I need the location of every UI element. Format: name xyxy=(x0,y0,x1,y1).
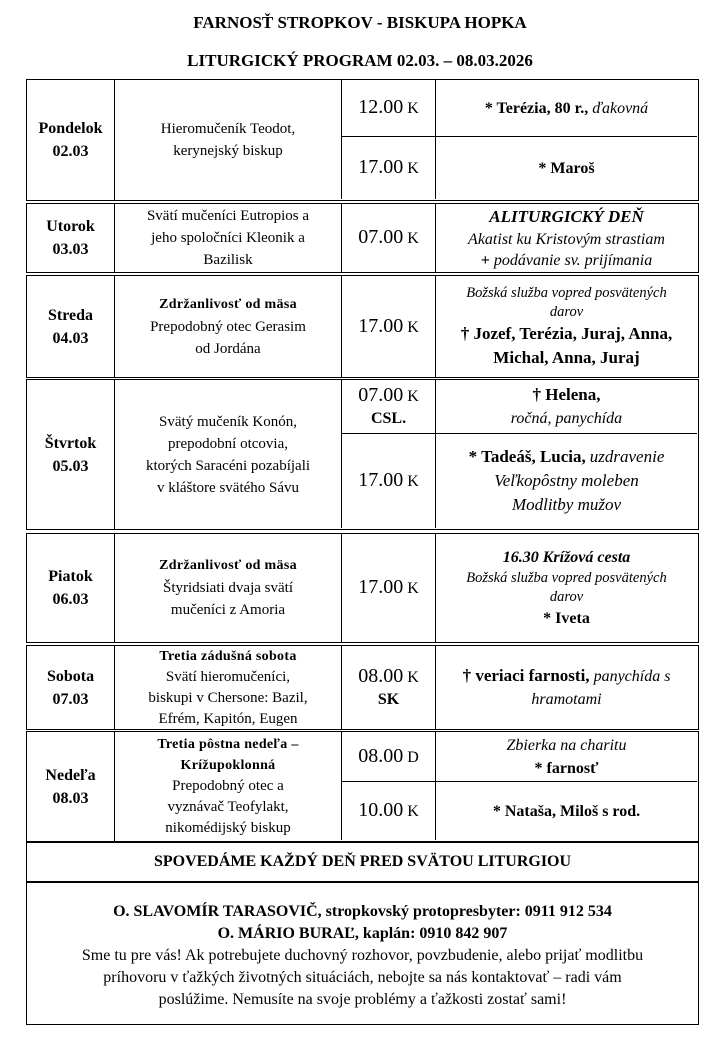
service-time xyxy=(341,204,435,272)
saint-cell xyxy=(114,534,341,642)
service-time xyxy=(341,276,435,377)
time-value: 17.00 xyxy=(358,156,404,178)
day-date: 05.03 xyxy=(52,457,89,475)
saint-cell xyxy=(114,276,341,377)
service-time xyxy=(341,80,435,136)
day-date: 04.03 xyxy=(52,329,89,347)
service-time xyxy=(341,782,435,840)
day-row-thursday xyxy=(26,379,699,530)
saint-line: Svätí hieromučeníci, xyxy=(165,668,291,685)
intention-note: darov xyxy=(549,303,584,320)
rite-code: K xyxy=(407,160,419,177)
rite-code: K xyxy=(407,387,419,405)
saint-line: mučeníci z Amoria xyxy=(170,602,286,618)
service-intention xyxy=(435,782,697,840)
fast-note: Tretia zádušná sobota xyxy=(159,648,297,664)
rite-code: K xyxy=(407,230,419,247)
rite-language: CSL. xyxy=(370,409,407,427)
saint-line: Hieromučeník Teodot, xyxy=(160,121,296,137)
intention-note: ďakovná xyxy=(592,99,649,117)
intention-note: hramotami xyxy=(531,691,602,708)
intention-note: Božská služba vopred posvätených xyxy=(466,570,667,586)
rite-code: D xyxy=(407,748,419,766)
time-value: 08.00 xyxy=(358,664,404,687)
day-label xyxy=(27,204,114,272)
intention-name: Michal, Anna, Juraj xyxy=(493,347,640,367)
service-time xyxy=(341,534,435,642)
saint-line: Štyridsiati dvaja svätí xyxy=(163,580,293,596)
intention-note: panychída s xyxy=(593,668,671,685)
service-time xyxy=(341,732,435,781)
time-value: 07.00 xyxy=(358,226,404,248)
confession-banner: SPOVEDÁME KAŽDÝ DEŇ PRED SVÄTOU LITURGIOU xyxy=(26,842,699,882)
saint-line: prepodobní otcovia, xyxy=(168,435,288,452)
rite-code: K xyxy=(407,803,419,820)
day-name: Nedeľa xyxy=(45,766,96,784)
service-time xyxy=(341,137,435,199)
intention-name: † Jozef, Terézia, Juraj, Anna, xyxy=(460,323,673,343)
day-row-wednesday xyxy=(26,275,699,378)
service-intention xyxy=(435,204,697,272)
intention-line: podávanie sv. prijímania xyxy=(493,252,653,269)
service-intention xyxy=(435,137,697,199)
intention-name: * Terézia, 80 r., xyxy=(484,99,589,117)
intention-note: darov xyxy=(549,589,584,605)
day-label xyxy=(27,276,114,377)
intention-note: Zbierka na charitu xyxy=(506,736,627,754)
fast-note: Krížupoklonná xyxy=(180,758,276,773)
saint-cell xyxy=(114,80,341,200)
intention-note: uzdravenie xyxy=(589,447,665,466)
intention-title: 16.30 Krížová cesta xyxy=(502,549,631,566)
service-intention xyxy=(435,732,697,781)
saint-line: Svätý mučeník Konón, xyxy=(159,413,297,430)
saint-line: v kláštore svätého Sávu xyxy=(156,479,300,496)
day-label xyxy=(27,732,114,841)
saint-cell xyxy=(114,204,341,272)
intention-line: Veľkopôstny moleben xyxy=(494,471,639,490)
service-intention xyxy=(435,646,697,729)
time-value: 17.00 xyxy=(358,314,404,337)
saint-line: Svätí mučeníci Eutropios a xyxy=(146,208,310,224)
service-intention xyxy=(435,276,697,377)
intention-name: * Tadeáš, Lucia, xyxy=(468,447,586,466)
rite-code: K xyxy=(407,668,419,686)
saint-line: kerynejský biskup xyxy=(173,143,283,159)
day-name: Sobota xyxy=(46,667,95,685)
priest-contact: O. SLAVOMÍR TARASOVIČ, stropkovský protopresbyter: 0911 912 534 xyxy=(113,903,612,920)
time-value: 10.00 xyxy=(358,799,404,821)
day-name: Streda xyxy=(47,306,94,324)
saint-cell xyxy=(114,380,341,529)
day-row-sunday xyxy=(26,731,699,842)
intention-name: † veriaci farnosti, xyxy=(462,666,590,685)
saint-line: od Jordána xyxy=(195,340,261,357)
service-intention xyxy=(435,80,697,136)
intention-line: Akatist ku Kristovým strastiam xyxy=(468,231,665,248)
day-date: 08.03 xyxy=(52,789,89,807)
intention-name: * Maroš xyxy=(538,159,595,177)
service-time xyxy=(341,646,435,729)
service-intention xyxy=(435,434,697,528)
day-label xyxy=(27,534,114,642)
rite-code: K xyxy=(407,318,419,336)
intention-note: Božská služba vopred posvätených xyxy=(466,284,667,301)
day-label xyxy=(27,80,114,200)
time-value: 12.00 xyxy=(358,96,404,118)
rite-code: K xyxy=(407,473,419,490)
day-row-friday xyxy=(26,533,699,643)
day-row-saturday xyxy=(26,645,699,730)
footer-text: Sme tu pre vás! Ak potrebujete duchovný rozhovor, povzbudenie, alebo prijať modlitbu xyxy=(81,947,644,964)
time-value: 07.00 xyxy=(358,383,404,406)
saint-line: jeho spoločníci Kleonik a xyxy=(151,230,305,246)
intention-title: ALITURGICKÝ DEŇ xyxy=(489,207,644,226)
saint-line: Prepodobný otec a xyxy=(172,778,284,794)
priest-contact: O. MÁRIO BURAĽ, kaplán: 0910 842 907 xyxy=(217,925,508,942)
day-label xyxy=(27,646,114,729)
saint-line: ktorých Saracéni pozabíjali xyxy=(145,457,311,474)
rite-code: K xyxy=(407,100,419,117)
intention-name: * Nataša, Miloš s rod. xyxy=(492,802,641,820)
parish-title: FARNOSŤ STROPKOV - BISKUPA HOPKA xyxy=(193,13,527,32)
service-intention xyxy=(435,534,697,642)
day-label xyxy=(27,380,114,529)
footer-text: poslúžime. Nemusíte na svoje problémy a ťažkosti zostať sami! xyxy=(158,991,567,1008)
day-name: Utorok xyxy=(46,218,95,235)
saint-line: Bazilisk xyxy=(203,252,253,268)
rite-code: K xyxy=(407,580,419,597)
day-name: Piatok xyxy=(48,568,93,585)
saint-line: Prepodobný otec Gerasim xyxy=(150,318,306,335)
time-value: 17.00 xyxy=(358,576,404,598)
saint-line: biskupi v Chersone: Bazil, xyxy=(148,689,308,706)
plus-sign: + xyxy=(480,252,490,269)
saint-line: Efrém, Kapitón, Eugen xyxy=(158,710,298,727)
day-date: 03.03 xyxy=(52,241,89,258)
day-date: 07.03 xyxy=(52,690,89,708)
day-row-monday xyxy=(26,79,699,201)
service-time xyxy=(341,434,435,528)
footer-text: príhovoru v ťažkých životných situáciách, nebojte sa nás kontaktovať – radi vám xyxy=(103,969,622,986)
day-row-tuesday xyxy=(26,203,699,273)
rite-language: SK xyxy=(377,690,400,708)
intention-name: * Iveta xyxy=(543,610,590,627)
service-intention xyxy=(435,380,697,433)
fast-note: Zdržanlivosť od mäsa xyxy=(159,558,297,573)
program-title: LITURGICKÝ PROGRAM 02.03. – 08.03.2026 xyxy=(187,51,533,70)
contact-footer xyxy=(26,882,699,1025)
day-date: 02.03 xyxy=(52,143,89,160)
saint-cell xyxy=(114,646,341,729)
intention-line: Modlitby mužov xyxy=(511,495,622,514)
fast-note: Zdržanlivosť od mäsa xyxy=(159,296,297,312)
day-date: 06.03 xyxy=(52,591,89,608)
saint-line: nikomédijský biskup xyxy=(165,820,291,836)
day-name: Pondelok xyxy=(38,120,103,137)
service-time xyxy=(341,380,435,433)
fast-note: Tretia pôstna nedeľa – xyxy=(157,737,299,752)
intention-note: ročná, panychída xyxy=(510,410,623,427)
intention-name: † Helena, xyxy=(532,385,601,404)
intention-name: * farnosť xyxy=(534,759,599,777)
day-name: Štvrtok xyxy=(44,434,97,452)
time-value: 08.00 xyxy=(358,744,404,767)
time-value: 17.00 xyxy=(358,469,404,491)
saint-cell xyxy=(114,732,341,841)
saint-line: vyznávač Teofylakt, xyxy=(167,799,289,815)
